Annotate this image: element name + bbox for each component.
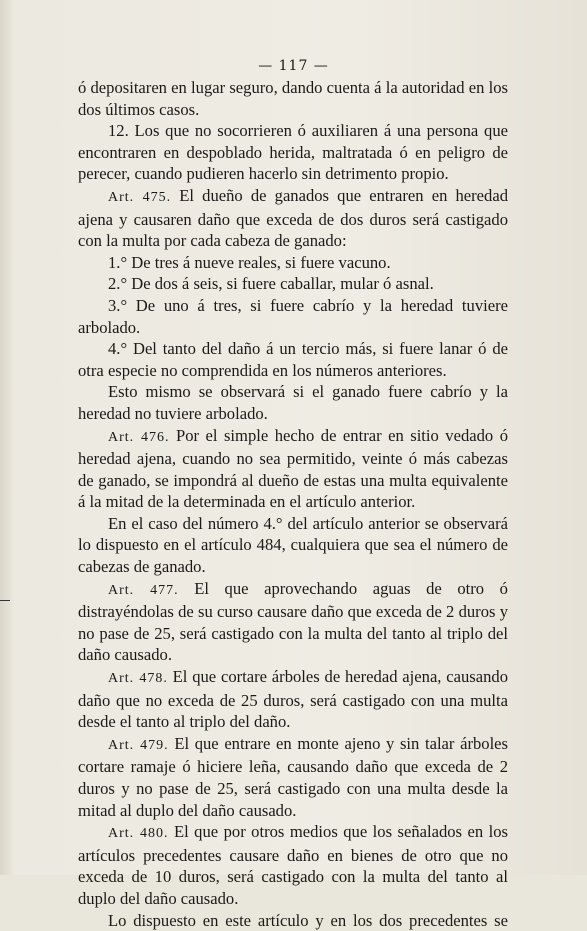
paragraph [78, 295, 508, 338]
paragraph-text: ó depositaren en lugar seguro, dando cuenta á la autoridad en los dos últimos casos. [78, 78, 508, 119]
paragraph-text: El dueño de ganados que entraren en heredad ajena y causaren daño que exceda de dos duros será castigado con la multa por cada cabeza de ganado: [78, 185, 509, 251]
paragraph-text: El que entrare en monte ajeno y sin talar árboles cortare ramaje ó hiciere leña, causando daño que exceda de 2 duros y no pase de 25, será castigado con una multa desde la mitad al duplo del daño causado. [78, 733, 509, 820]
paragraph-text: El que por otros medios que los señalados en los artículos precedentes causare daño en bienes de otro que no exceda de 10 duros, será castigado con la multa del tanto al duplo del daño causado. [78, 822, 508, 908]
article-number: Art. 476. [108, 429, 170, 445]
article-number: Art. 477. [108, 582, 179, 598]
article-number: Art. 480. [108, 826, 169, 842]
paragraph-text: 1.° De tres á nueve reales, si fuere vacuno. [108, 252, 391, 272]
paragraph [78, 578, 508, 666]
paragraph-text: Lo dispuesto en este artículo y en los dos precedentes se [108, 910, 508, 930]
paragraph [78, 381, 508, 424]
paragraph [78, 185, 508, 252]
paragraph-text: Esto mismo se observará si el ganado fuere cabrío y la heredad no tuviere arbolado. [78, 382, 508, 423]
paragraph-text: El que aprovechando aguas de otro ó distrayéndolas de su curso causare daño que exceda de 2 duros y no pase de 25, será castigado con la multa del tanto al triplo del daño causado. [78, 578, 508, 665]
paragraph [78, 77, 508, 120]
paragraph-text: En el caso del número 4.° del artículo anterior se observará lo dispuesto en el artículo 484, cualquiera que sea el número de cabezas de ganado. [78, 513, 508, 577]
margin-mark [0, 600, 10, 601]
article-number: Art. 478. [108, 671, 168, 687]
paragraph [78, 338, 508, 381]
paragraph [78, 821, 508, 909]
paragraph-text: Por el simple hecho de entrar en sitio vedado ó heredad ajena, cuando no sea permitido, veinte ó más cabezas de ganado, se impondrá al dueño de estas una multa equivalente á la mitad de la determinada en el artículo anterior. [78, 425, 508, 512]
paragraph-text: 3.° De uno á tres, si fuere cabrío y la heredad tuviere arbolado. [78, 295, 508, 337]
paragraph-text: El que cortare árboles de heredad ajena, causando daño que no exceda de 25 duros, será castigado con una multa desde el tanto al triplo del daño. [78, 667, 509, 732]
paragraph-text: 4.° Del tanto del daño á un tercio más, si fuere lanar ó de otra especie no comprendida en los números anteriores. [78, 339, 508, 380]
paragraph [78, 666, 508, 733]
paragraph [78, 425, 508, 513]
body-text [78, 77, 508, 931]
paragraph [78, 120, 508, 185]
page-number: — 117 — [258, 58, 329, 74]
paragraph [78, 910, 508, 931]
paragraph [78, 252, 508, 274]
paragraph [78, 513, 508, 578]
paragraph-text: 2.° De dos á seis, si fuere caballar, mular ó asnal. [108, 274, 434, 294]
paragraph [78, 273, 508, 295]
paragraph-text: 12. Los que no socorrieren ó auxiliaren á una persona que encontraren en despoblado herida, maltratada ó en peligro de perecer, cuando pudieren hacerlo sin detrimento propio. [78, 121, 508, 184]
paragraph [78, 733, 508, 821]
article-number: Art. 475. [108, 189, 172, 205]
article-number: Art. 479. [108, 737, 169, 753]
